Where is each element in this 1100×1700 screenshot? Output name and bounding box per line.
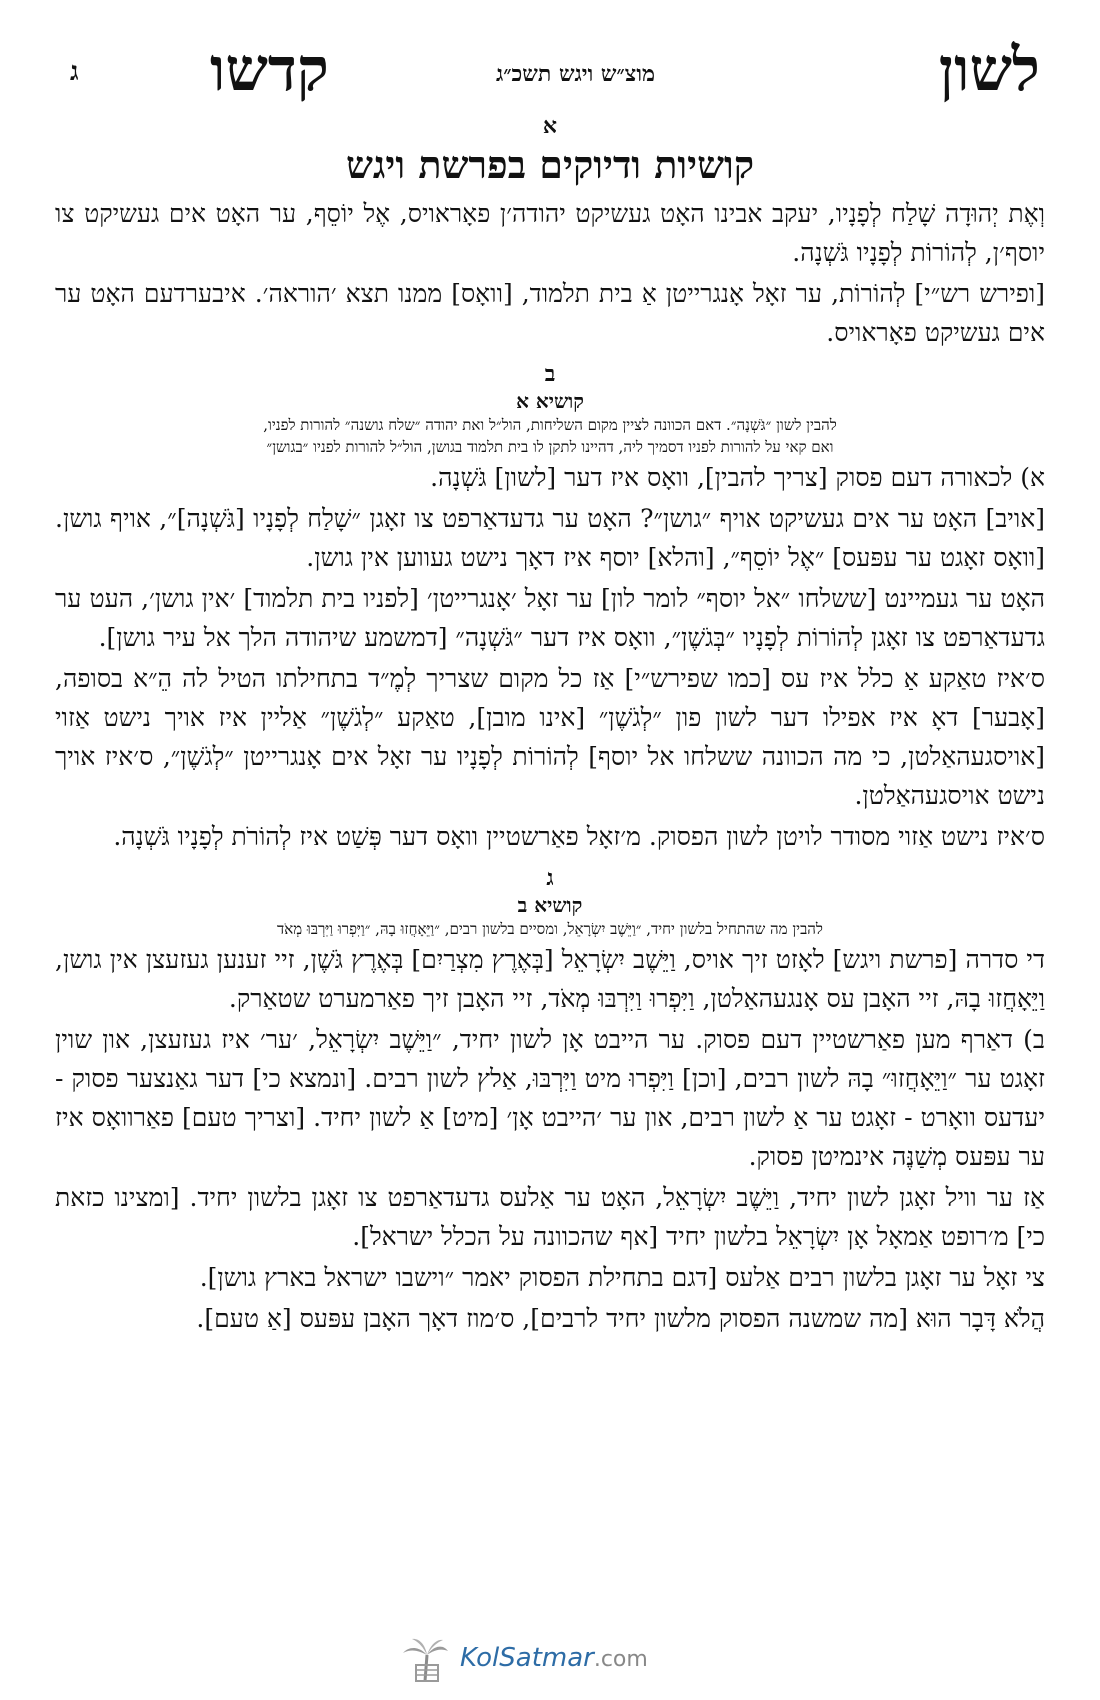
watermark-text — [460, 1643, 648, 1673]
section-b-paragraph-5: ס׳איז נישט אַזוי מסודר לויטן לשון הפסוק. מ׳זאָל פאַרשטיין וואָס דער פְּשַׁט איז לְהוֹרֹת לְפָנָיו גֹּשְׁנָה. — [113, 822, 1045, 851]
kolsatmar-watermark — [400, 1635, 700, 1685]
page-number: ג — [70, 57, 79, 87]
section-g-paragraph-1: די סדרה [פרשת ויגש] לאָזט זיך אויס, וַיֵּשֶׁב יִשְׂרָאֵל [בְּאֶרֶץ מִצְרַיִם] בְּאֶרֶץ גֹּשֶׁן, זיי זענען געזעצן אין גושן, וַיֵּאָחֲזוּ בָהּ, זיי האָבן עס אָנגעהאַלטן, וַיִּפְרוּ וַיִּרְבּוּ מְאֹד, זיי האָבן זיך פאַרמערט שטאַרק. — [55, 945, 1045, 1013]
section-a-letter: א — [542, 113, 558, 139]
watermark-brand: KolSatmar — [460, 1643, 594, 1673]
section-b-paragraph-3: האָט ער געמיינט [ששלחו ״אל יוסף״ לומר לון] ער זאָל ׳אָנגרייטן׳ [לפניו בית תלמוד] ׳אין גושן׳, העט ער גדעדאַרפט צו זאָגן לְהוֹרוֹת לְפָנָיו ״בְּגֹשֶׁן״, וואָס איז דער ״גֹּשְׁנָה״ [דמשמע שיהודה הלך אל עיר גושן]. — [55, 584, 1045, 652]
section-b-paragraph-1: א) לכאורה דעם פסוק [צריך להבין], וואָס איז דער [לשון] גֹּשְׁנָה. — [430, 463, 1045, 492]
section-g-paragraph-4: צי זאָל ער זאָגן בלשון רבים אַלעס [דגם בתחילת הפסוק יאמר ״וישבו ישראל בארץ גושן]. — [199, 1263, 1045, 1292]
section-b-paragraph-2: [אויב] האָט ער אים געשיקט אויף ״גושן״? האָט ער גדעדאַרפט צו זאָגן ״שָׁלַח לְפָנָיו [גֹּשְׁנָה]״, אויף גושן. [וואָס זאָגט ער עפּעס] ״אֶל יוֹסֵף״, [והלא] יוסף איז דאָך נישט געווען אין גושן. — [55, 504, 1045, 572]
header-word-left: קדשו — [210, 35, 329, 105]
header-word-right: לשון — [938, 35, 1040, 105]
section-b-note-2: ואם קאי על להורות לפניו דסמיך ליה, דהיינו לתקן לו בית תלמוד בגושן, הול״ל להורות לפניו ״בגושן״ — [266, 438, 834, 456]
section-g-paragraph-3: אַז ער וויל זאָגן לשון יחיד, וַיֵּשֶׁב יִשְׂרָאֵל, האָט ער אַלעס גדעדאַרפט צו זאָגן בלשון יחיד. [ומצינו כזאת כי] מ׳רופט אַמאָל אָן יִשְׂרָאֵל בלשון יחיד [אף שהכוונה על הכלל ישראל]. — [55, 1183, 1045, 1251]
section-g-paragraph-2: ב) דאַרף מען פאַרשטיין דעם פסוק. ער הייבט אָן לשון יחיד, ״וַיֵּשֶׁב יִשְׂרָאֵל, ׳ער׳ איז געזעצן, און שוין זאָגט ער ״וַיֵּאָחֲזוּ״ בָהּ לשון רבים, [וכן] וַיִּפְרוּ מיט וַיִּרְבּוּ, אַלץ לשון רבים. [ונמצא כי] דער גאַנצער פסוק - יעדעס וואָרט - זאָגט ער אַ לשון רבים, און ער ׳הייבט אָן׳ [מיט] אַ לשון יחיד. [וצריך טעם] פאַרוואָס איז ער עפּעס מְשַׁנֶּה אינמיטן פסוק. — [55, 1025, 1045, 1171]
palm-tree-icon — [400, 1635, 450, 1683]
document-body — [55, 112, 1045, 1340]
section-b-note-1: להבין לשון ״גֹּשְׁנָה״. דאם הכוונה לציין מקום השליחות, הול״ל ואת יהודה ״שלח גושנה״ להורות לפניו, — [263, 416, 837, 434]
watermark-suffix: .com — [593, 1647, 648, 1672]
page-header — [60, 35, 1040, 105]
section-b-kushya-title: קושיא א — [516, 389, 584, 413]
header-issue-date: מוצ״ש ויגש תשכ״ג — [495, 61, 655, 87]
section-b-letter: ב — [544, 361, 556, 387]
section-g-note-1: להבין מה שהתחיל בלשון יחיד, ״וַיֵּשֶׁב יִשְׂרָאֵל, ומסיים בלשון רבים, ״וַיֵּאָחֲזוּ בָהּ, ״וַיִּפְרוּ וַיִּרְבּוּ מְאֹד — [277, 920, 823, 938]
main-title: קושיות ודיוקים בפרשת ויגש — [345, 142, 755, 187]
section-a-paragraph-1: וְאֶת יְהוּדָה שָׁלַח לְפָנָיו, יעקב אבינו האָט געשיקט יהודה׳ן פאָראויס, אֶל יוֹסֵף, ער האָט אים געשיקט צו יוסף׳ן, לְהוֹרוֹת לְפָנָיו גֹּשְׁנָה. — [55, 199, 1045, 267]
section-a-paragraph-2: [ופירש רש״י] לְהוֹרוֹת, ער זאָל אָנגרייטן אַ בית תלמוד, [וואָס] ממנו תצא ׳הוראה׳. איבערדעם האָט ער אים געשיקט פאָראויס. — [55, 279, 1045, 347]
section-b-paragraph-4: ס׳איז טאַקע אַ כלל איז עס [כמו שפירש״י] אַז כל מקום שצריך לְמֶ״ד בתחילתו הטיל לה הֵ״א בסופה, [אָבער] דאָ איז אפילו דער לשון פון ״לְגֹשֶׁן״ [אינו מובן], טאַקע ״לְגֹשֶׁן״ אַליין איז אויך נישט אַזוי [אויסגעהאַלטן, כי מה הכוונה ששלחו אל יוסף] לְהוֹרוֹת לְפָנָיו ער זאָל אים אָנגרייטן ״לְגֹשֶׁן״, ס׳איז אויך נישט אויסגעהאַלטן. — [55, 664, 1045, 810]
section-g-paragraph-5: הֲלֹא דָּבָר הוּא [מה שמשנה הפסוק מלשון יחיד לרבים], ס׳מוז דאָך האָבן עפּעס [אַ טעם]. — [196, 1304, 1045, 1333]
section-g-letter: ג — [546, 865, 554, 891]
section-g-kushya-title: קושיא ב — [517, 893, 583, 917]
